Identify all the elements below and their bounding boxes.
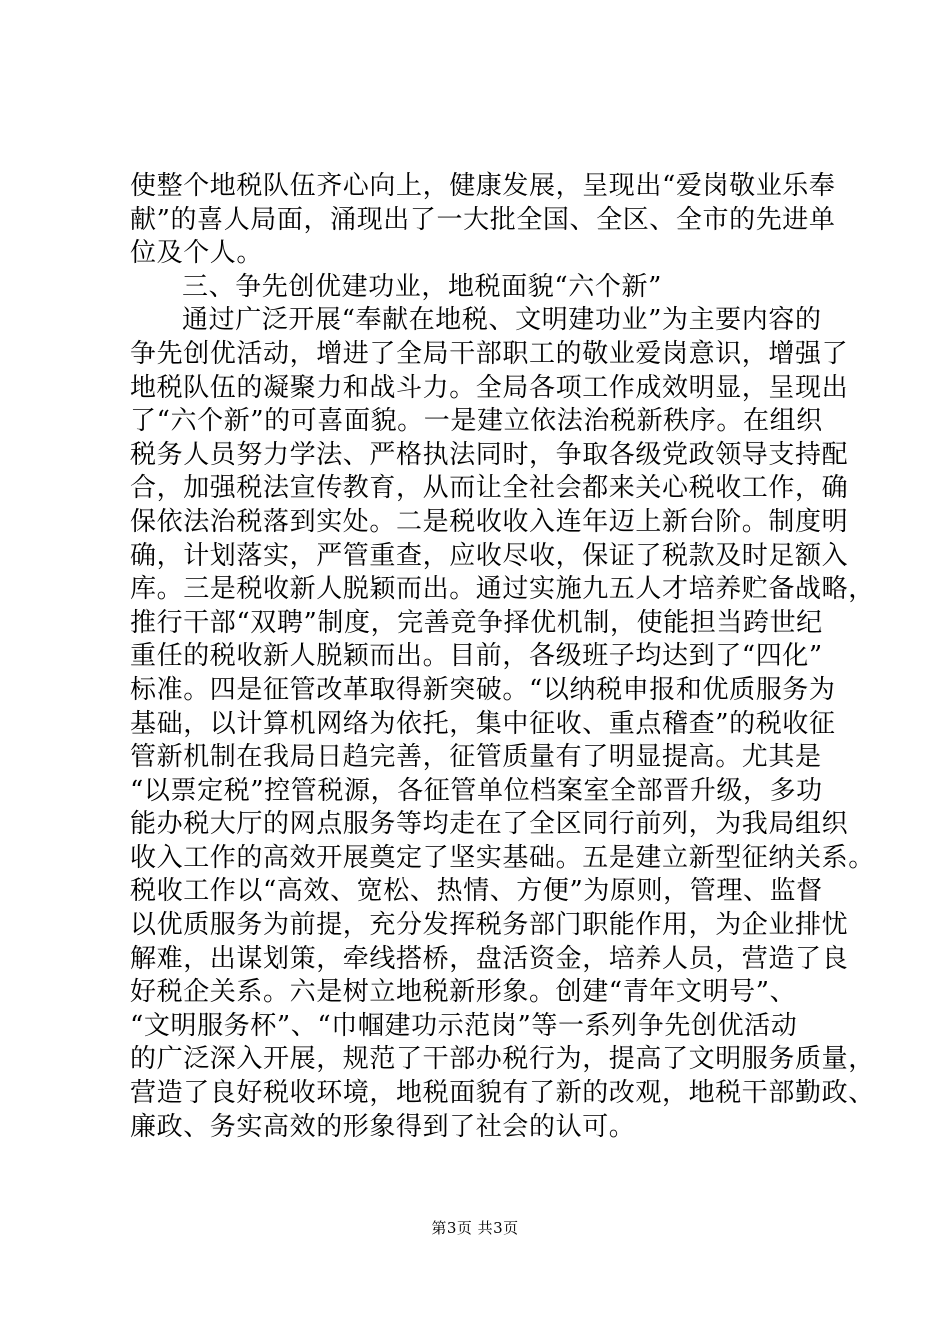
section-heading: 三、争先创优建功业，地税面貌“六个新” [182,271,662,302]
text-line: 地税队伍的凝聚力和战斗力。全局各项工作成效明显，呈现出 [130,372,849,403]
text-line: “文明服务杯”、“巾帼建功示范岗”等一系列争先创优活动 [130,1010,798,1041]
text-line: 的广泛深入开展，规范了干部办税行为，提高了文明服务质量， [130,1044,875,1075]
text-line: 好税企关系。六是树立地税新形象。创建“青年文明号”、 [130,977,797,1008]
text-line: 税收工作以“高效、宽松、热情、方便”为原则，管理、监督 [130,876,823,907]
text-line: 能办税大厅的网点服务等均走在了全区同行前列，为我局组织 [130,809,849,840]
text-line: 位及个人。 [130,238,264,269]
paragraph-first-line: 通过广泛开展“奉献在地税、文明建功业”为主要内容的 [182,305,822,336]
text-line: 献”的喜人局面，涌现出了一大批全国、全区、全市的先进单 [130,204,836,235]
text-line: 解难，出谋划策，牵线搭桥，盘活资金，培养人员，营造了良 [130,943,849,974]
text-line: 推行干部“双聘”制度，完善竞争择优机制，使能担当跨世纪 [130,607,823,638]
text-line: 税务人员努力学法、严格执法同时，争取各级党政领导支持配 [130,439,849,470]
text-line: 了“六个新”的可喜面貌。一是建立依法治税新秩序。在组织 [130,406,823,437]
text-line: 使整个地税队伍齐心向上，健康发展，呈现出“爱岗敬业乐奉 [130,171,836,201]
text-line: 营造了良好税收环境，地税面貌有了新的改观，地税干部勤政、 [130,1078,875,1109]
text-line: 标准。四是征管改革取得新突破。“以纳税申报和优质服务为 [130,674,836,705]
text-line: 重任的税收新人脱颖而出。目前，各级班子均达到了“四化” [130,641,823,672]
text-line: 廉政、务实高效的形象得到了社会的认可。 [130,1111,636,1142]
page-number-footer: 第3页 共3页 [431,1219,519,1237]
text-line: 库。三是税收新人脱颖而出。通过实施九五人才培养贮备战略， [130,574,875,605]
text-line: 确，计划落实，严管重查，应收尽收，保证了税款及时足额入 [130,540,849,571]
text-line: “以票定税”控管税源，各征管单位档案室全部晋升级，多功 [130,775,823,806]
text-line: 争先创优活动，增进了全局干部职工的敬业爱岗意识，增强了 [130,338,849,369]
text-line: 基础，以计算机网络为依托，集中征收、重点稽查”的税收征 [130,708,836,739]
text-line: 保依法治税落到实处。二是税收收入连年迈上新台阶。制度明 [130,506,849,537]
text-line: 收入工作的高效开展奠定了坚实基础。五是建立新型征纳关系。 [130,842,875,873]
text-line: 管新机制在我局日趋完善，征管质量有了明显提高。尤其是 [130,742,822,773]
text-line: 合，加强税法宣传教育，从而让全社会都来关心税收工作，确 [130,473,849,504]
document-body [130,170,875,1144]
text-line: 以优质服务为前提，充分发挥税务部门职能作用，为企业排忧 [130,910,849,941]
